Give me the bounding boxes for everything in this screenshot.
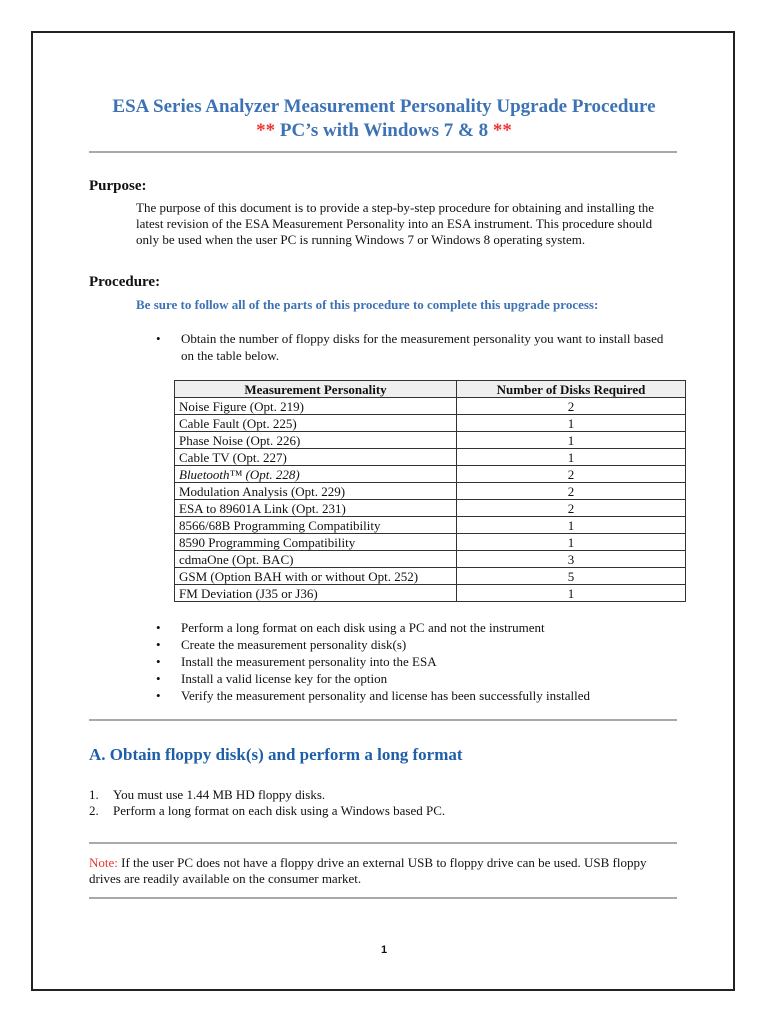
- table-cell-disks: 1: [457, 449, 686, 466]
- procedure-heading: Procedure:: [89, 274, 161, 290]
- list-item: [89, 803, 445, 819]
- section-a-list: [89, 787, 445, 819]
- table-row: [175, 585, 686, 602]
- table-cell-disks: 1: [457, 415, 686, 432]
- table-cell-disks: 1: [457, 517, 686, 534]
- list-item: • Install the measurement personality into the ESA: [156, 653, 676, 670]
- section-divider: [89, 719, 677, 721]
- table-row: [175, 398, 686, 415]
- page-number: 1: [380, 944, 388, 956]
- list-item-text: Perform a long format on each disk using a Windows based PC.: [113, 803, 446, 818]
- list-item: • Install a valid license key for the option: [156, 670, 676, 687]
- table-row: [175, 466, 686, 483]
- document-subtitle: [32, 119, 736, 143]
- table-cell-disks: 1: [457, 585, 686, 602]
- table-row: [175, 500, 686, 517]
- subtitle-stars-right: **: [492, 120, 512, 141]
- document-title: ESA Series Analyzer Measurement Personality Upgrade Procedure: [112, 96, 656, 117]
- list-item: • Perform a long format on each disk using a PC and not the instrument: [156, 619, 676, 636]
- table-cell-disks: 2: [457, 500, 686, 517]
- table-row: [175, 483, 686, 500]
- subtitle-text: PC’s with Windows 7 & 8: [279, 120, 489, 141]
- table-cell-disks: 2: [457, 466, 686, 483]
- table-cell-personality: Cable TV (Opt. 227): [175, 449, 457, 466]
- table-cell-personality: GSM (Option BAH with or without Opt. 252): [175, 568, 457, 585]
- table-cell-disks: 1: [457, 534, 686, 551]
- table-cell-personality: ESA to 89601A Link (Opt. 231): [175, 500, 457, 517]
- table-row: [175, 432, 686, 449]
- table-cell-disks: 5: [457, 568, 686, 585]
- table-cell-personality: Modulation Analysis (Opt. 229): [175, 483, 457, 500]
- table-cell-disks: 1: [457, 432, 686, 449]
- list-item-text: You must use 1.44 MB HD floppy disks.: [113, 787, 326, 802]
- note-label: Note:: [89, 855, 118, 870]
- list-item: • Verify the measurement personality and license has been successfully installed: [156, 687, 676, 704]
- list-item: [89, 787, 445, 803]
- purpose-text: The purpose of this document is to provide a step-by-step procedure for obtaining and installing the latest revision of the ESA Measurement Personality into an ESA instrument. This procedure should only be used when the user PC is running Windows 7 or Windows 8 operating system.: [136, 200, 655, 247]
- list-item: • Obtain the number of floppy disks for the measurement personality you want to install based on the table below.: [156, 330, 666, 364]
- table-row: [175, 415, 686, 432]
- table-cell-personality: 8590 Programming Compatibility: [175, 534, 457, 551]
- table-row: [175, 551, 686, 568]
- table-header-row: [175, 381, 686, 398]
- list-item: • Create the measurement personality disk(s): [156, 636, 676, 653]
- list-item-number: 1.: [89, 787, 99, 802]
- purpose-heading: Purpose:: [89, 178, 147, 194]
- table-header-personality: Measurement Personality: [175, 381, 457, 398]
- procedure-steps-list: [156, 619, 676, 704]
- table-row: [175, 568, 686, 585]
- table-cell-personality: cdmaOne (Opt. BAC): [175, 551, 457, 568]
- title-divider: [89, 151, 677, 153]
- table-header-disks: Number of Disks Required: [457, 381, 686, 398]
- table-cell-personality: Cable Fault (Opt. 225): [175, 415, 457, 432]
- table-cell-personality: Phase Noise (Opt. 226): [175, 432, 457, 449]
- section-a-heading: A. Obtain floppy disk(s) and perform a long format: [89, 745, 463, 764]
- intro-bullet-list: [156, 330, 666, 364]
- table-cell-disks: 3: [457, 551, 686, 568]
- disk-requirements-table: [174, 380, 686, 602]
- table-row: [175, 534, 686, 551]
- procedure-instruction: Be sure to follow all of the parts of this procedure to complete this upgrade process:: [136, 297, 599, 312]
- list-item-number: 2.: [89, 803, 99, 818]
- table-row: [175, 517, 686, 534]
- subtitle-stars-left: **: [256, 120, 276, 141]
- table-cell-personality: FM Deviation (J35 or J36): [175, 585, 457, 602]
- table-cell-personality: Bluetooth™ (Opt. 228): [175, 466, 457, 483]
- table-cell-disks: 2: [457, 398, 686, 415]
- table-cell-personality: 8566/68B Programming Compatibility: [175, 517, 457, 534]
- table-row: [175, 449, 686, 466]
- note-text: If the user PC does not have a floppy drive an external USB to floppy drive can be used. USB floppy drives are readily available on the consumer market.: [89, 855, 647, 886]
- note-divider-top: [89, 842, 677, 844]
- note-block: [89, 855, 679, 887]
- table-cell-disks: 2: [457, 483, 686, 500]
- table-cell-personality: Noise Figure (Opt. 219): [175, 398, 457, 415]
- note-divider-bottom: [89, 897, 677, 899]
